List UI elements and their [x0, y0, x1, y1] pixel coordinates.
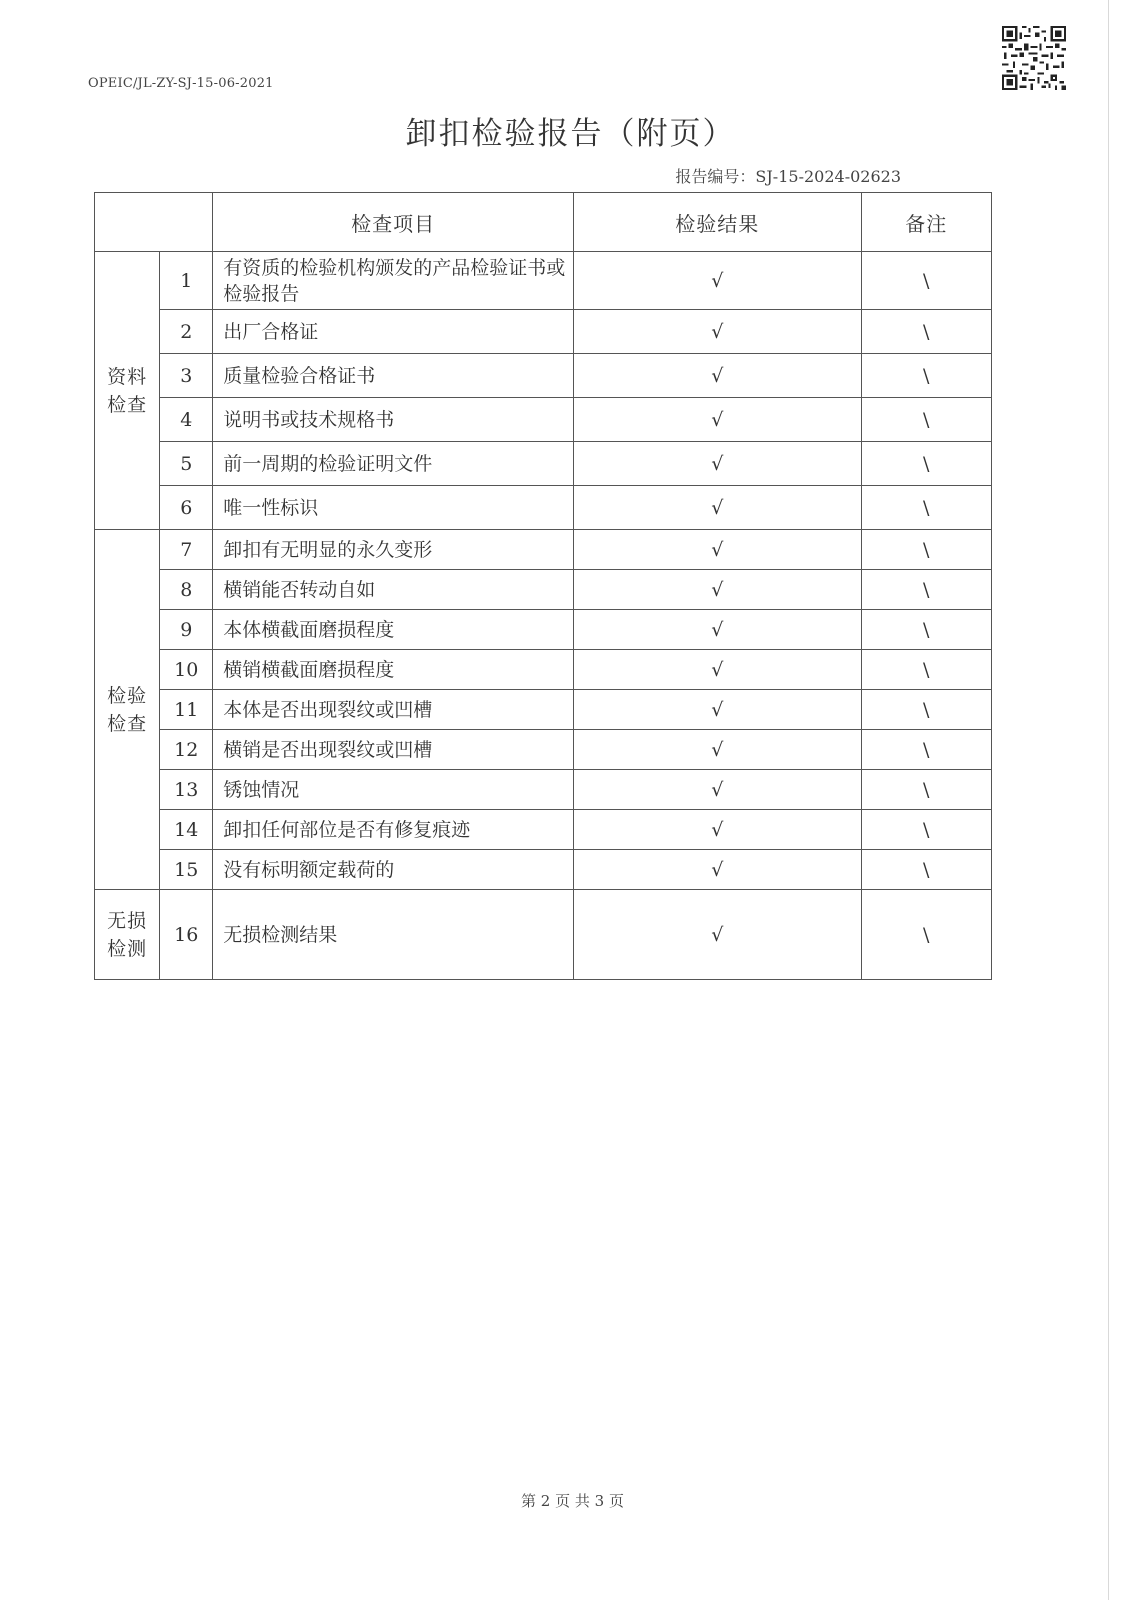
row-item: 有资质的检验机构颁发的产品检验证书或检验报告 — [213, 252, 574, 310]
row-item: 说明书或技术规格书 — [213, 398, 574, 442]
row-result: √ — [574, 354, 861, 398]
row-number: 10 — [160, 650, 213, 690]
table-row — [95, 442, 992, 486]
row-item: 唯一性标识 — [213, 486, 574, 530]
row-item: 横销横截面磨损程度 — [213, 650, 574, 690]
row-item: 本体横截面磨损程度 — [213, 610, 574, 650]
row-result: √ — [574, 486, 861, 530]
row-item: 前一周期的检验证明文件 — [213, 442, 574, 486]
group-label-ndt: 无损检测 — [95, 890, 160, 980]
row-number: 2 — [160, 310, 213, 354]
row-note: \ — [861, 610, 992, 650]
row-result: √ — [574, 310, 861, 354]
table-row — [95, 690, 992, 730]
row-result: √ — [574, 442, 861, 486]
row-item: 出厂合格证 — [213, 310, 574, 354]
row-number: 1 — [160, 252, 213, 310]
row-result: √ — [574, 810, 861, 850]
row-note: \ — [861, 486, 992, 530]
table-row — [95, 770, 992, 810]
row-result: √ — [574, 890, 861, 980]
header-blank-cell — [95, 193, 213, 252]
row-number: 4 — [160, 398, 213, 442]
row-result: √ — [574, 398, 861, 442]
row-note: \ — [861, 890, 992, 980]
row-note: \ — [861, 690, 992, 730]
table-row — [95, 252, 992, 310]
inspection-table — [94, 192, 992, 980]
table-row — [95, 650, 992, 690]
row-note: \ — [861, 530, 992, 570]
row-item: 卸扣任何部位是否有修复痕迹 — [213, 810, 574, 850]
table-row — [95, 398, 992, 442]
row-note: \ — [861, 442, 992, 486]
row-number: 6 — [160, 486, 213, 530]
row-number: 3 — [160, 354, 213, 398]
row-note: \ — [861, 850, 992, 890]
row-number: 9 — [160, 610, 213, 650]
row-number: 14 — [160, 810, 213, 850]
row-number: 5 — [160, 442, 213, 486]
page-footer: 第 2 页 共 3 页 — [521, 1492, 624, 1510]
header-item: 检查项目 — [213, 193, 574, 252]
row-item: 本体是否出现裂纹或凹槽 — [213, 690, 574, 730]
row-number: 16 — [160, 890, 213, 980]
row-result: √ — [574, 252, 861, 310]
row-note: \ — [861, 810, 992, 850]
document-code: OPEIC/JL-ZY-SJ-15-06-2021 — [88, 76, 274, 91]
row-note: \ — [861, 354, 992, 398]
row-number: 12 — [160, 730, 213, 770]
row-number: 13 — [160, 770, 213, 810]
row-number: 11 — [160, 690, 213, 730]
row-result: √ — [574, 570, 861, 610]
table-row — [95, 310, 992, 354]
row-note: \ — [861, 570, 992, 610]
row-item: 横销能否转动自如 — [213, 570, 574, 610]
group-label-document-check: 资料检查 — [95, 252, 160, 530]
row-result: √ — [574, 610, 861, 650]
table-row — [95, 354, 992, 398]
row-result: √ — [574, 730, 861, 770]
row-item: 没有标明额定载荷的 — [213, 850, 574, 890]
table-row — [95, 610, 992, 650]
row-note: \ — [861, 310, 992, 354]
row-item: 横销是否出现裂纹或凹槽 — [213, 730, 574, 770]
header-result: 检验结果 — [574, 193, 861, 252]
row-item: 质量检验合格证书 — [213, 354, 574, 398]
row-result: √ — [574, 850, 861, 890]
row-number: 7 — [160, 530, 213, 570]
row-result: √ — [574, 690, 861, 730]
row-item: 锈蚀情况 — [213, 770, 574, 810]
row-number: 8 — [160, 570, 213, 610]
group-label-inspection-check: 检验检查 — [95, 530, 160, 890]
table-row — [95, 530, 992, 570]
qr-code-icon — [1002, 26, 1066, 90]
table-row — [95, 850, 992, 890]
row-result: √ — [574, 770, 861, 810]
row-number: 15 — [160, 850, 213, 890]
report-number: 报告编号：SJ-15-2024-02623 — [675, 167, 901, 186]
table-row — [95, 730, 992, 770]
row-note: \ — [861, 730, 992, 770]
table-row — [95, 570, 992, 610]
row-note: \ — [861, 398, 992, 442]
scan-edge-line — [1108, 0, 1109, 1600]
row-note: \ — [861, 252, 992, 310]
row-item: 无损检测结果 — [213, 890, 574, 980]
table-row — [95, 890, 992, 980]
row-result: √ — [574, 650, 861, 690]
header-note: 备注 — [861, 193, 992, 252]
report-title: 卸扣检验报告（附页） — [405, 116, 736, 152]
row-note: \ — [861, 770, 992, 810]
table-row — [95, 810, 992, 850]
row-note: \ — [861, 650, 992, 690]
table-header-row — [95, 193, 992, 252]
table-row — [95, 486, 992, 530]
row-result: √ — [574, 530, 861, 570]
row-item: 卸扣有无明显的永久变形 — [213, 530, 574, 570]
